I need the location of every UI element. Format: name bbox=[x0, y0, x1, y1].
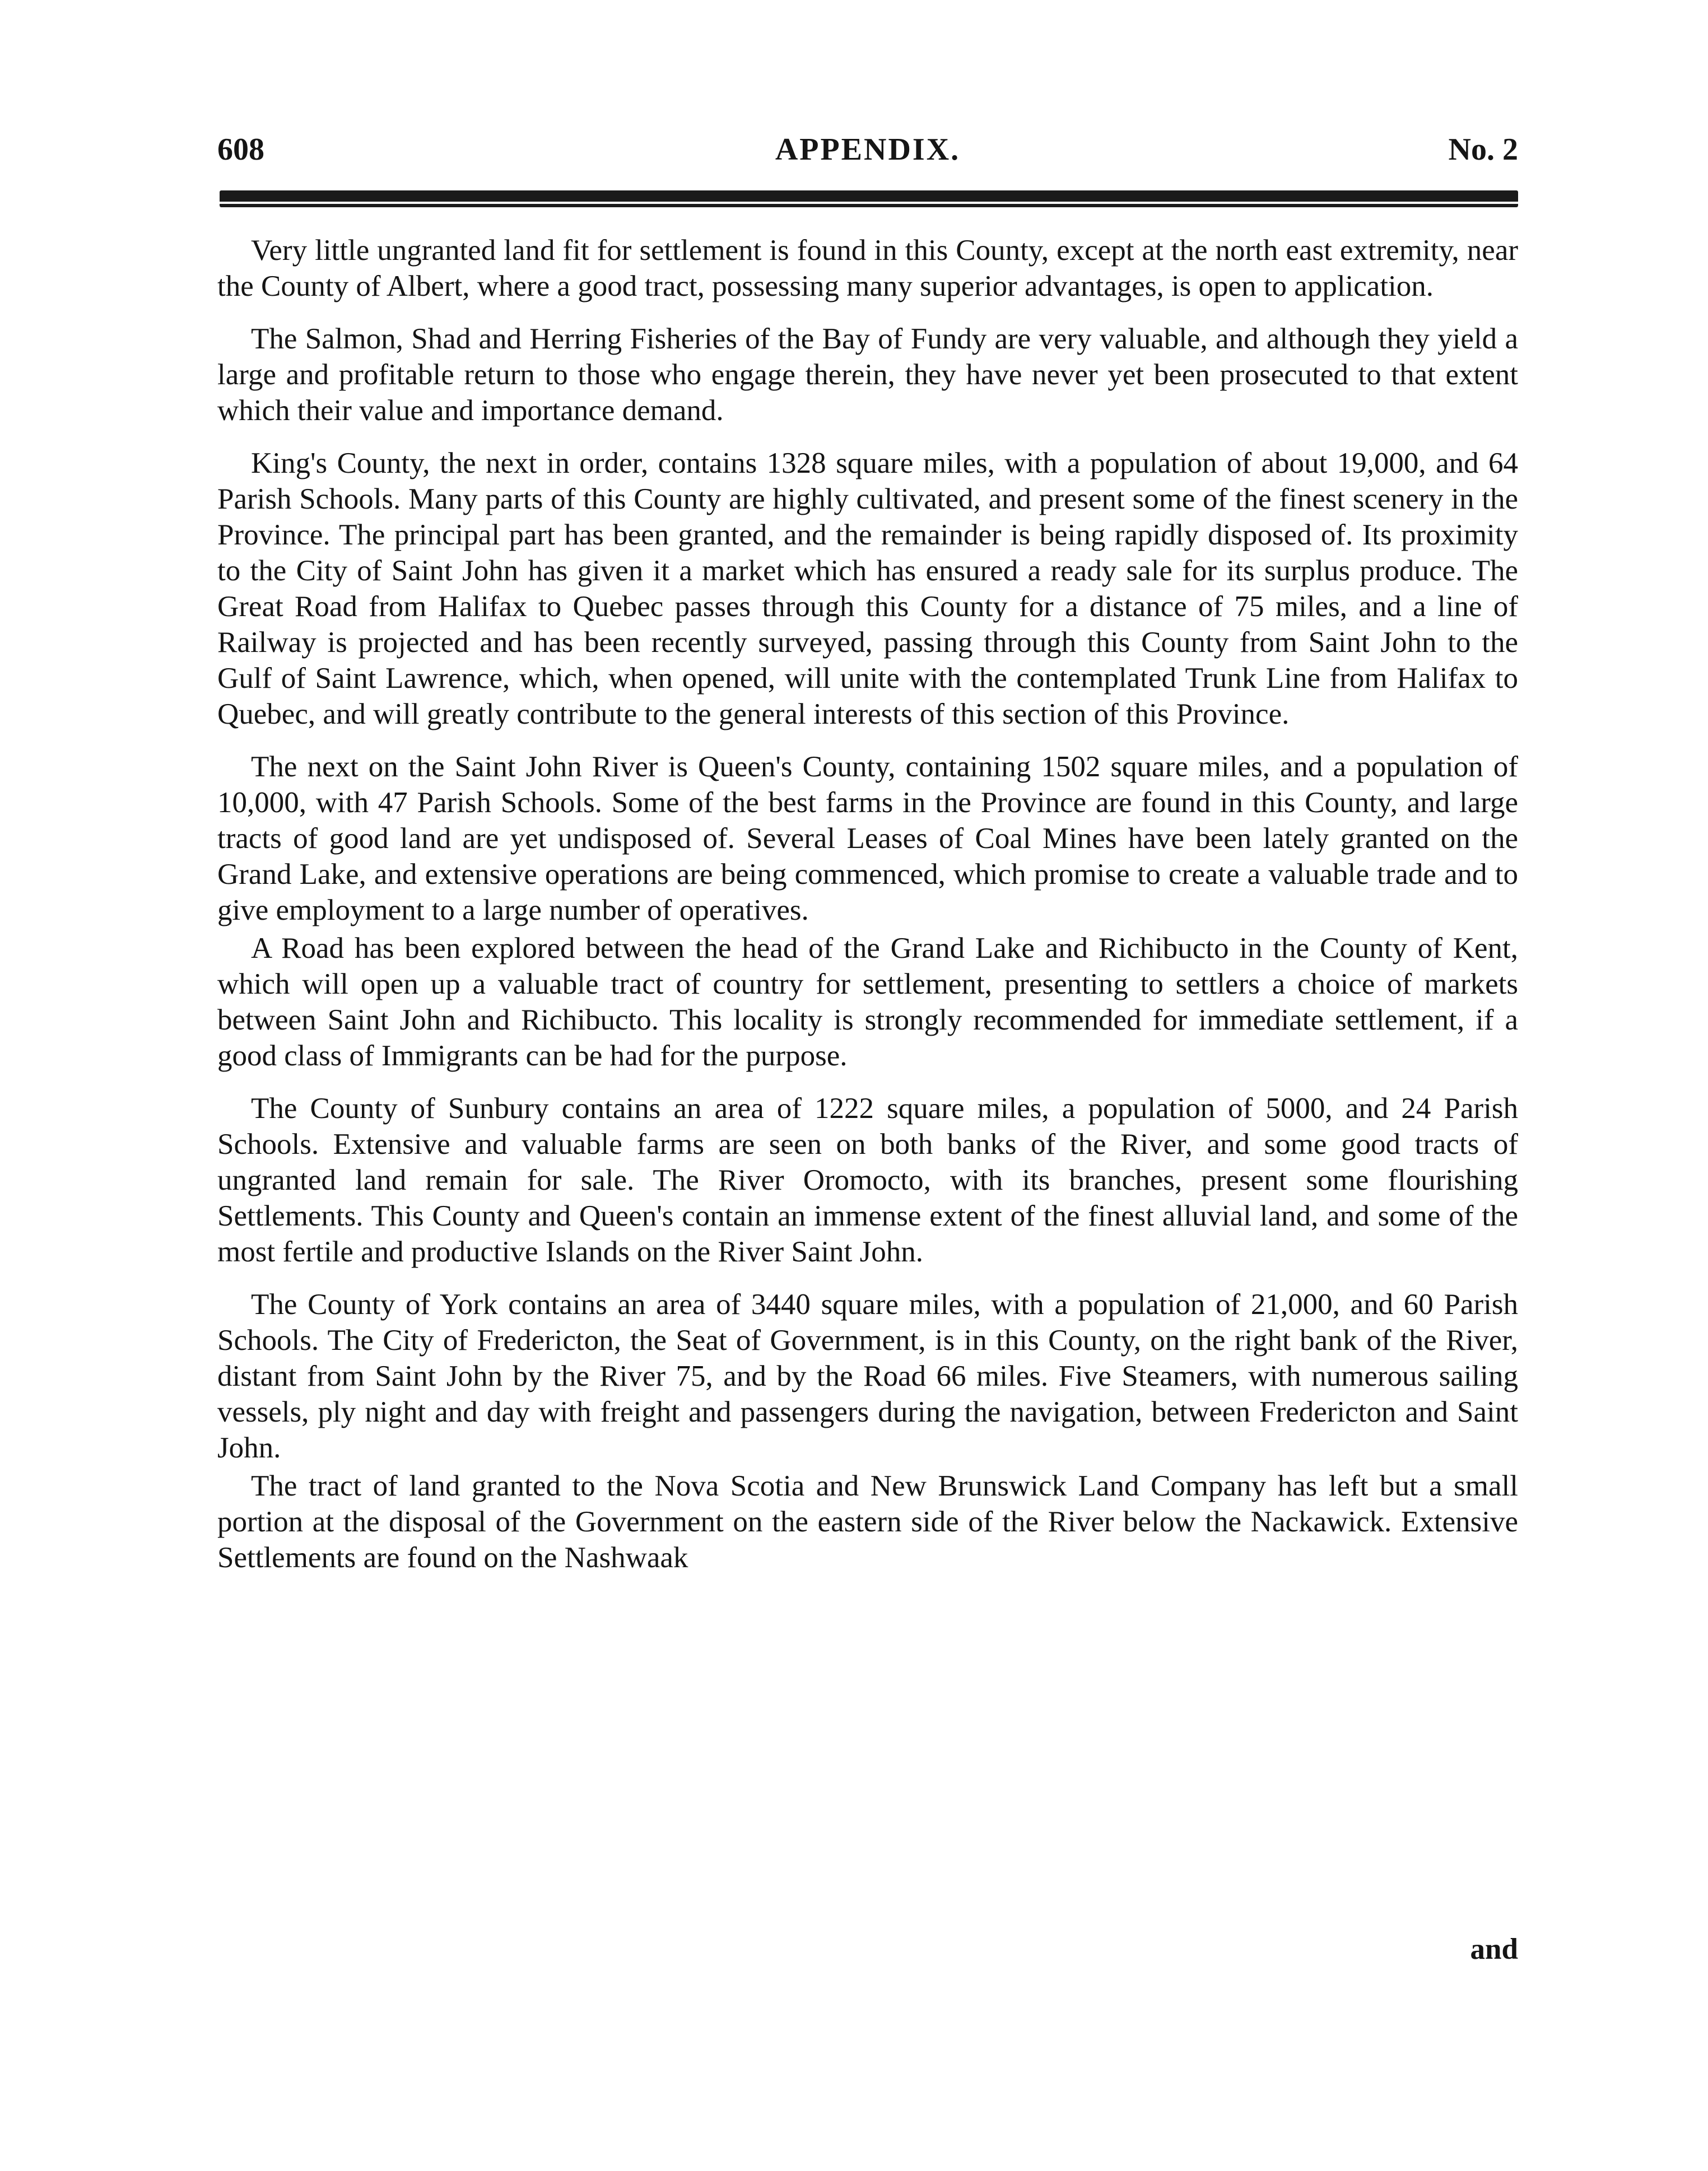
body-text bbox=[217, 232, 1518, 1592]
catchword: and bbox=[1470, 1933, 1518, 1965]
paragraph-fisheries: The Salmon, Shad and Herring Fisheries of the Bay of Fundy are very valuable, and although they yield a large and profitable return to those who engage therein, they have never yet been prosecuted to that extent which their value and importance demand. bbox=[217, 323, 1518, 427]
paragraph-sunbury-county: The County of Sunbury contains an area of 1222 square miles, a population of 5000, and 24 Parish Schools. Extensive and valuable farms are seen on both banks of the River, and some good tracts of ungranted land remain for sale. The River Oromocto, with its branches, present some flourishing Settlements. This County and Queen's contain an immense extent of the finest alluvial land, and some of the most fertile and productive Islands on the River Saint John. bbox=[217, 1092, 1518, 1268]
header-rule bbox=[220, 190, 1518, 207]
paragraph-ungranted-land: Very little ungranted land fit for settlement is found in this County, except at the north east extremity, near the County of Albert, where a good tract, possessing many superior advantages, is open to application. bbox=[217, 234, 1518, 302]
paragraph-land-company: The tract of land granted to the Nova Scotia and New Brunswick Land Company has left but a small portion at the disposal of the Government on the eastern side of the River below the Nackawick. Extensive Settlements are found on the Nashwaak bbox=[217, 1470, 1518, 1574]
document-number: No. 2 bbox=[1448, 132, 1518, 167]
page-number: 608 bbox=[217, 132, 264, 167]
paragraph-grand-lake-road: A Road has been explored between the head of the Grand Lake and Richibucto in the County of Kent, which will open up a valuable tract of country for settlement, presenting to settlers a choice of markets between Saint John and Richibucto. This locality is strongly recommended for immediate settlement, if a good class of Immigrants can be had for the purpose. bbox=[217, 932, 1518, 1072]
running-head: APPENDIX. bbox=[775, 132, 961, 167]
paragraph-york-county: The County of York contains an area of 3440 square miles, with a population of 21,000, and 60 Parish Schools. The City of Fredericton, the Seat of Government, is in this County, on the right bank of the River, distant from Saint John by the River 75, and by the Road 66 miles. Five Steamers, with numerous sailing vessels, ply night and day with freight and passengers during the navigation, between Fredericton and Saint John. bbox=[217, 1288, 1518, 1464]
paragraph-kings-county: King's County, the next in order, contains 1328 square miles, with a population of about 19,000, and 64 Parish Schools. Many parts of this County are highly cultivated, and present some of the finest scenery in the Province. The principal part has been granted, and the remainder is being rapidly disposed of. Its proximity to the City of Saint John has given it a market which has ensured a ready sale for its surplus produce. The Great Road from Halifax to Quebec passes through this County for a distance of 75 miles, and a line of Railway is projected and has been recently surveyed, passing through this County from Saint John to the Gulf of Saint Lawrence, which, when opened, will unite with the contemplated Trunk Line from Halifax to Quebec, and will greatly contribute to the general interests of this section of this Province. bbox=[217, 447, 1518, 730]
paragraph-queens-county: The next on the Saint John River is Queen's County, containing 1502 square miles, and a population of 10,000, with 47 Parish Schools. Some of the best farms in the Province are found in this County, and large tracts of good land are yet undisposed of. Several Leases of Coal Mines have been lately granted on the Grand Lake, and extensive operations are being commenced, which promise to create a valuable trade and to give employment to a large number of operatives. bbox=[217, 751, 1518, 926]
page-header bbox=[217, 132, 1518, 188]
